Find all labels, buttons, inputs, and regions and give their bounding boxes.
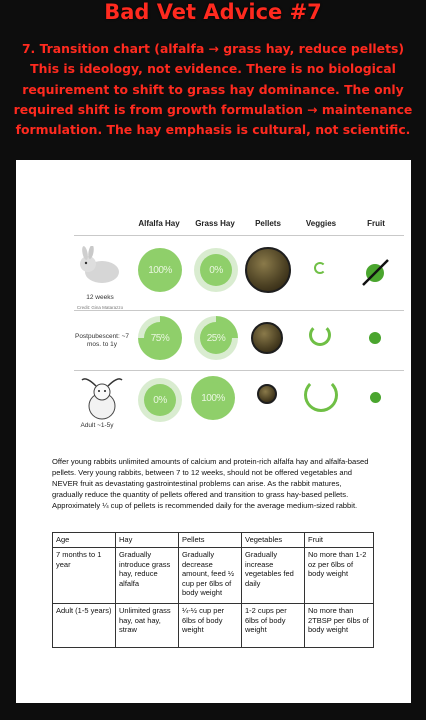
row-label-postpubescent: Postpubescent: ~7 mos. to 1y [74, 333, 130, 348]
grass-ring [194, 248, 238, 292]
col-header-veggies: Veggies [305, 219, 337, 228]
table-header-row [53, 533, 374, 548]
col-header-pellets: Pellets [255, 219, 281, 228]
table-cell: Gradually increase vegetables fed daily [242, 548, 305, 604]
feeding-table [52, 532, 374, 648]
table-header-cell: Vegetables [242, 533, 305, 548]
table-header-cell: Pellets [179, 533, 242, 548]
grass-pct: 25% [200, 322, 232, 354]
alfalfa-pct: 0% [144, 384, 176, 416]
feeding-paragraph: Offer young rabbits unlimited amounts of calcium and protein-rich alfalfa hay and alfalfa-based pellets. Very young rabbits, between 7 to 12 weeks, should not be offered vegetables and NEVER fruit as devastating gastrointestinal problems can arise. As the rabbit matures, gradually reduce the quantity of pellets offered and transition to grass hay-based pellets. Approximately ¼ cup of pellets is recommended daily for the average medium-sized rabbit. [52, 457, 369, 510]
table-cell: 7 months to 1 year [53, 548, 116, 604]
alfalfa-ring [138, 248, 182, 292]
row-divider [74, 235, 404, 236]
row-label-adult: Adult ~1-5y [80, 422, 114, 429]
fruit-crossed-icon [360, 257, 390, 287]
photo-credit: Credit: Gina Matarazzo [76, 305, 124, 310]
col-header-fruit: Fruit [367, 219, 385, 228]
table-cell: Gradually decrease amount, feed ½ cup per 6lbs of body weight [179, 548, 242, 604]
table-cell: ¼-½ cup per 6lbs of body weight [179, 604, 242, 648]
page-title: Bad Vet Advice #7 [104, 0, 322, 24]
alfalfa-pct: 100% [144, 254, 176, 286]
col-header-grass: Grass Hay [195, 219, 235, 228]
alfalfa-pct: 75% [144, 322, 176, 354]
caption-text: 7. Transition chart (alfalfa → grass hay, reduce pellets) This is ideology, not evidence. There is no biological requirement to shift to grass hay dominance. The only required shift is from growth formulation → maintenance formulation. The hay emphasis is cultural, not scientific. [13, 41, 413, 138]
table-row [53, 548, 374, 604]
grass-ring [191, 376, 235, 420]
fruit-icon [370, 392, 381, 403]
fruit-icon [369, 332, 381, 344]
pellets-icon [257, 384, 277, 404]
alfalfa-ring [138, 316, 182, 360]
col-header-alfalfa: Alfalfa Hay [138, 219, 180, 228]
table-cell: Adult (1-5 years) [53, 604, 116, 648]
table-cell: 1-2 cups per 6lbs of body weight [242, 604, 305, 648]
table-cell: Gradually introduce grass hay, reduce alfalfa [116, 548, 179, 604]
pellets-icon [251, 322, 283, 354]
alfalfa-ring [138, 378, 182, 422]
table-cell: Unlimited grass hay, oat hay, straw [116, 604, 179, 648]
table-header-cell: Age [53, 533, 116, 548]
veggie-icon [314, 262, 326, 274]
veggie-icon [304, 378, 338, 412]
table-cell: No more than 2TBSP per 6lbs of body weight [305, 604, 374, 648]
grass-pct: 0% [200, 254, 232, 286]
table-cell: No more than 1-2 oz per 6lbs of body weight [305, 548, 374, 604]
row-divider [74, 310, 404, 311]
table-header-cell: Hay [116, 533, 179, 548]
pellets-icon [245, 247, 291, 293]
grass-pct: 100% [197, 382, 229, 414]
grass-ring [194, 316, 238, 360]
row-label-12-weeks: 12 weeks [86, 294, 114, 301]
rabbit-drawing [80, 374, 124, 422]
table-header-cell: Fruit [305, 533, 374, 548]
row-divider [74, 370, 404, 371]
veggie-icon [309, 324, 331, 346]
bunny-image [76, 246, 124, 286]
table-row [53, 604, 374, 648]
